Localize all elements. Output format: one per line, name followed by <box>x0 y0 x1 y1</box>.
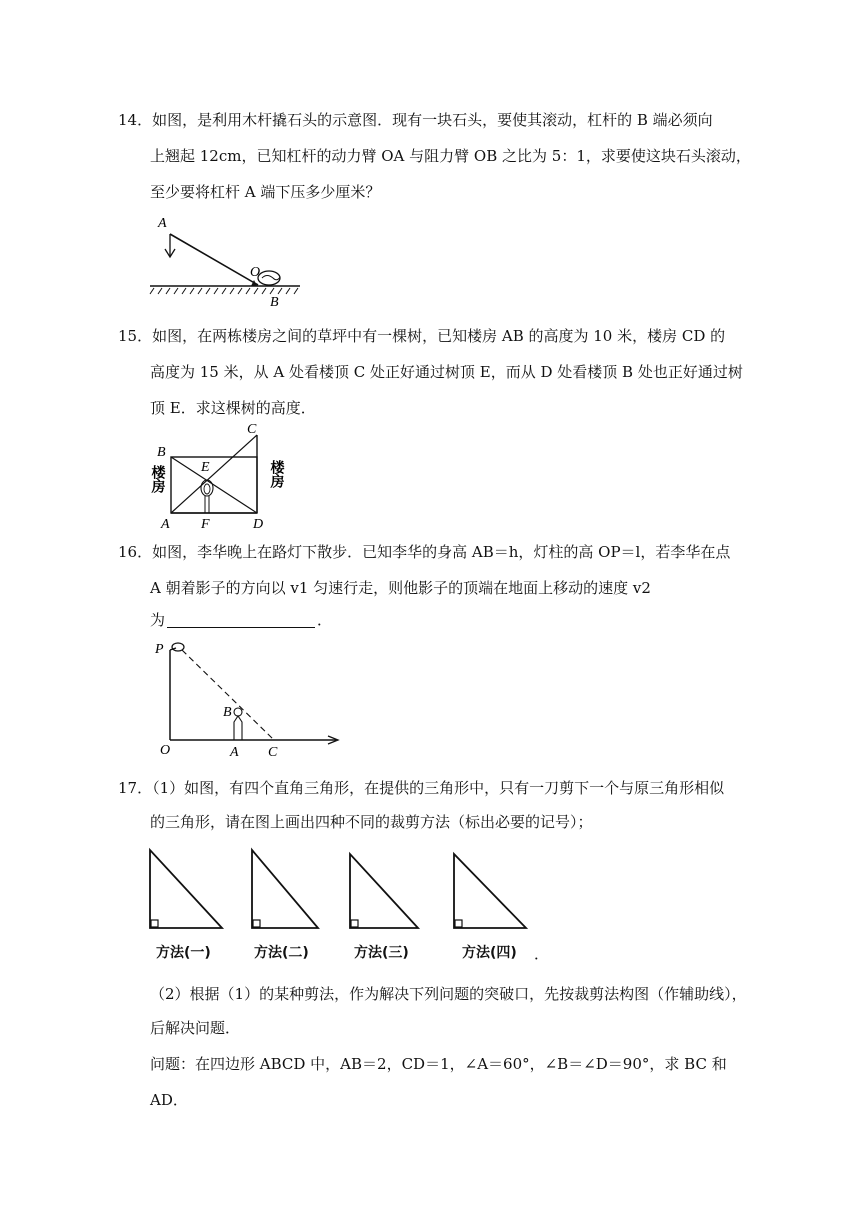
q15-line-1: 15．如图，在两栋楼房之间的草坪中有一棵树，已知楼房 AB 的高度为 10 米，楼房 CD 的 <box>118 327 726 345</box>
q17-part2-line-2: 后解决问题． <box>150 1019 241 1037</box>
q14-label-o: O <box>250 265 261 280</box>
q15-building-left-label: 楼房 <box>149 465 165 493</box>
q15-label-f: F <box>201 517 210 532</box>
q15-label-e: E <box>201 460 210 475</box>
q17-line-2: 的三角形，请在图上画出四种不同的裁剪方法（标出必要的记号）； <box>150 813 593 831</box>
q15-label-b: B <box>157 445 166 460</box>
q15-line-3: 顶 E．求这棵树的高度． <box>150 399 316 417</box>
q15-label-c: C <box>247 422 257 437</box>
q16-label-b: B <box>223 705 232 720</box>
q16-label-c: C <box>268 745 278 760</box>
q16-label-a: A <box>230 745 239 760</box>
q15-buildings-figure <box>145 420 295 532</box>
q17-triangle-4 <box>452 852 528 930</box>
q17-caption-method-4: 方法(四) <box>462 945 517 961</box>
q16-label-p: P <box>155 642 164 657</box>
q17-caption-method-3: 方法(三) <box>354 945 409 961</box>
q15-building-right-label: 楼房 <box>268 460 284 488</box>
q15-line-2: 高度为 15 米，从 A 处看楼顶 C 处正好通过树顶 E，而从 D 处看楼顶 B 处也正好通过树 <box>150 363 743 381</box>
q15-label-a: A <box>161 517 170 532</box>
q17-problem-line-1: 问题：在四边形 ABCD 中，AB＝2，CD＝1，∠A＝60°，∠B＝∠D＝90°，求 BC 和 <box>150 1055 727 1073</box>
q14-line-3: 至少要将杠杆 A 端下压多少厘米？ <box>150 183 381 201</box>
q17-problem-line-2: AD． <box>150 1091 188 1109</box>
q14-line-2: 上翘起 12cm，已知杠杆的动力臂 OA 与阻力臂 OB 之比为 5：1，求要使这块石头滚动， <box>150 147 751 165</box>
q14-line-1: 14．如图，是利用木杆撬石头的示意图．现有一块石头，要使其滚动，杠杆的 B 端必须向 <box>118 111 713 129</box>
q17-part2-line-1: （2）根据（1）的某种剪法，作为解决下列问题的突破口，先按裁剪法构图（作辅助线）， <box>150 985 747 1003</box>
q17-caption-method-2: 方法(二) <box>254 945 309 961</box>
q14-label-a: A <box>158 216 167 231</box>
q16-line-3 <box>150 610 332 630</box>
q14-label-b: B <box>270 295 279 310</box>
q14-lever-figure <box>150 212 300 312</box>
q16-line-3-prefix: 为 <box>150 611 166 629</box>
q16-answer-blank[interactable] <box>167 613 315 628</box>
q16-streetlight-figure <box>150 636 350 760</box>
q16-line-2: A 朝着影子的方向以 v1 匀速行走，则他影子的顶端在地面上移动的速度 v2 <box>150 579 651 597</box>
q17-caption-end: ． <box>534 945 550 963</box>
q17-triangle-3 <box>348 852 420 930</box>
q17-line-1: 17．（1）如图，有四个直角三角形，在提供的三角形中，只有一刀剪下一个与原三角形相似 <box>118 779 725 797</box>
q16-line-1: 16．如图，李华晚上在路灯下散步．已知李华的身高 AB＝h，灯柱的高 OP＝l，若李华在点 <box>118 543 731 561</box>
q17-caption-method-1: 方法(一) <box>156 945 211 961</box>
q15-label-d: D <box>253 517 264 532</box>
q16-line-3-suffix: ． <box>317 611 333 629</box>
q17-triangle-2 <box>250 848 320 930</box>
q17-triangle-1 <box>148 848 224 930</box>
q16-label-o: O <box>160 743 171 758</box>
